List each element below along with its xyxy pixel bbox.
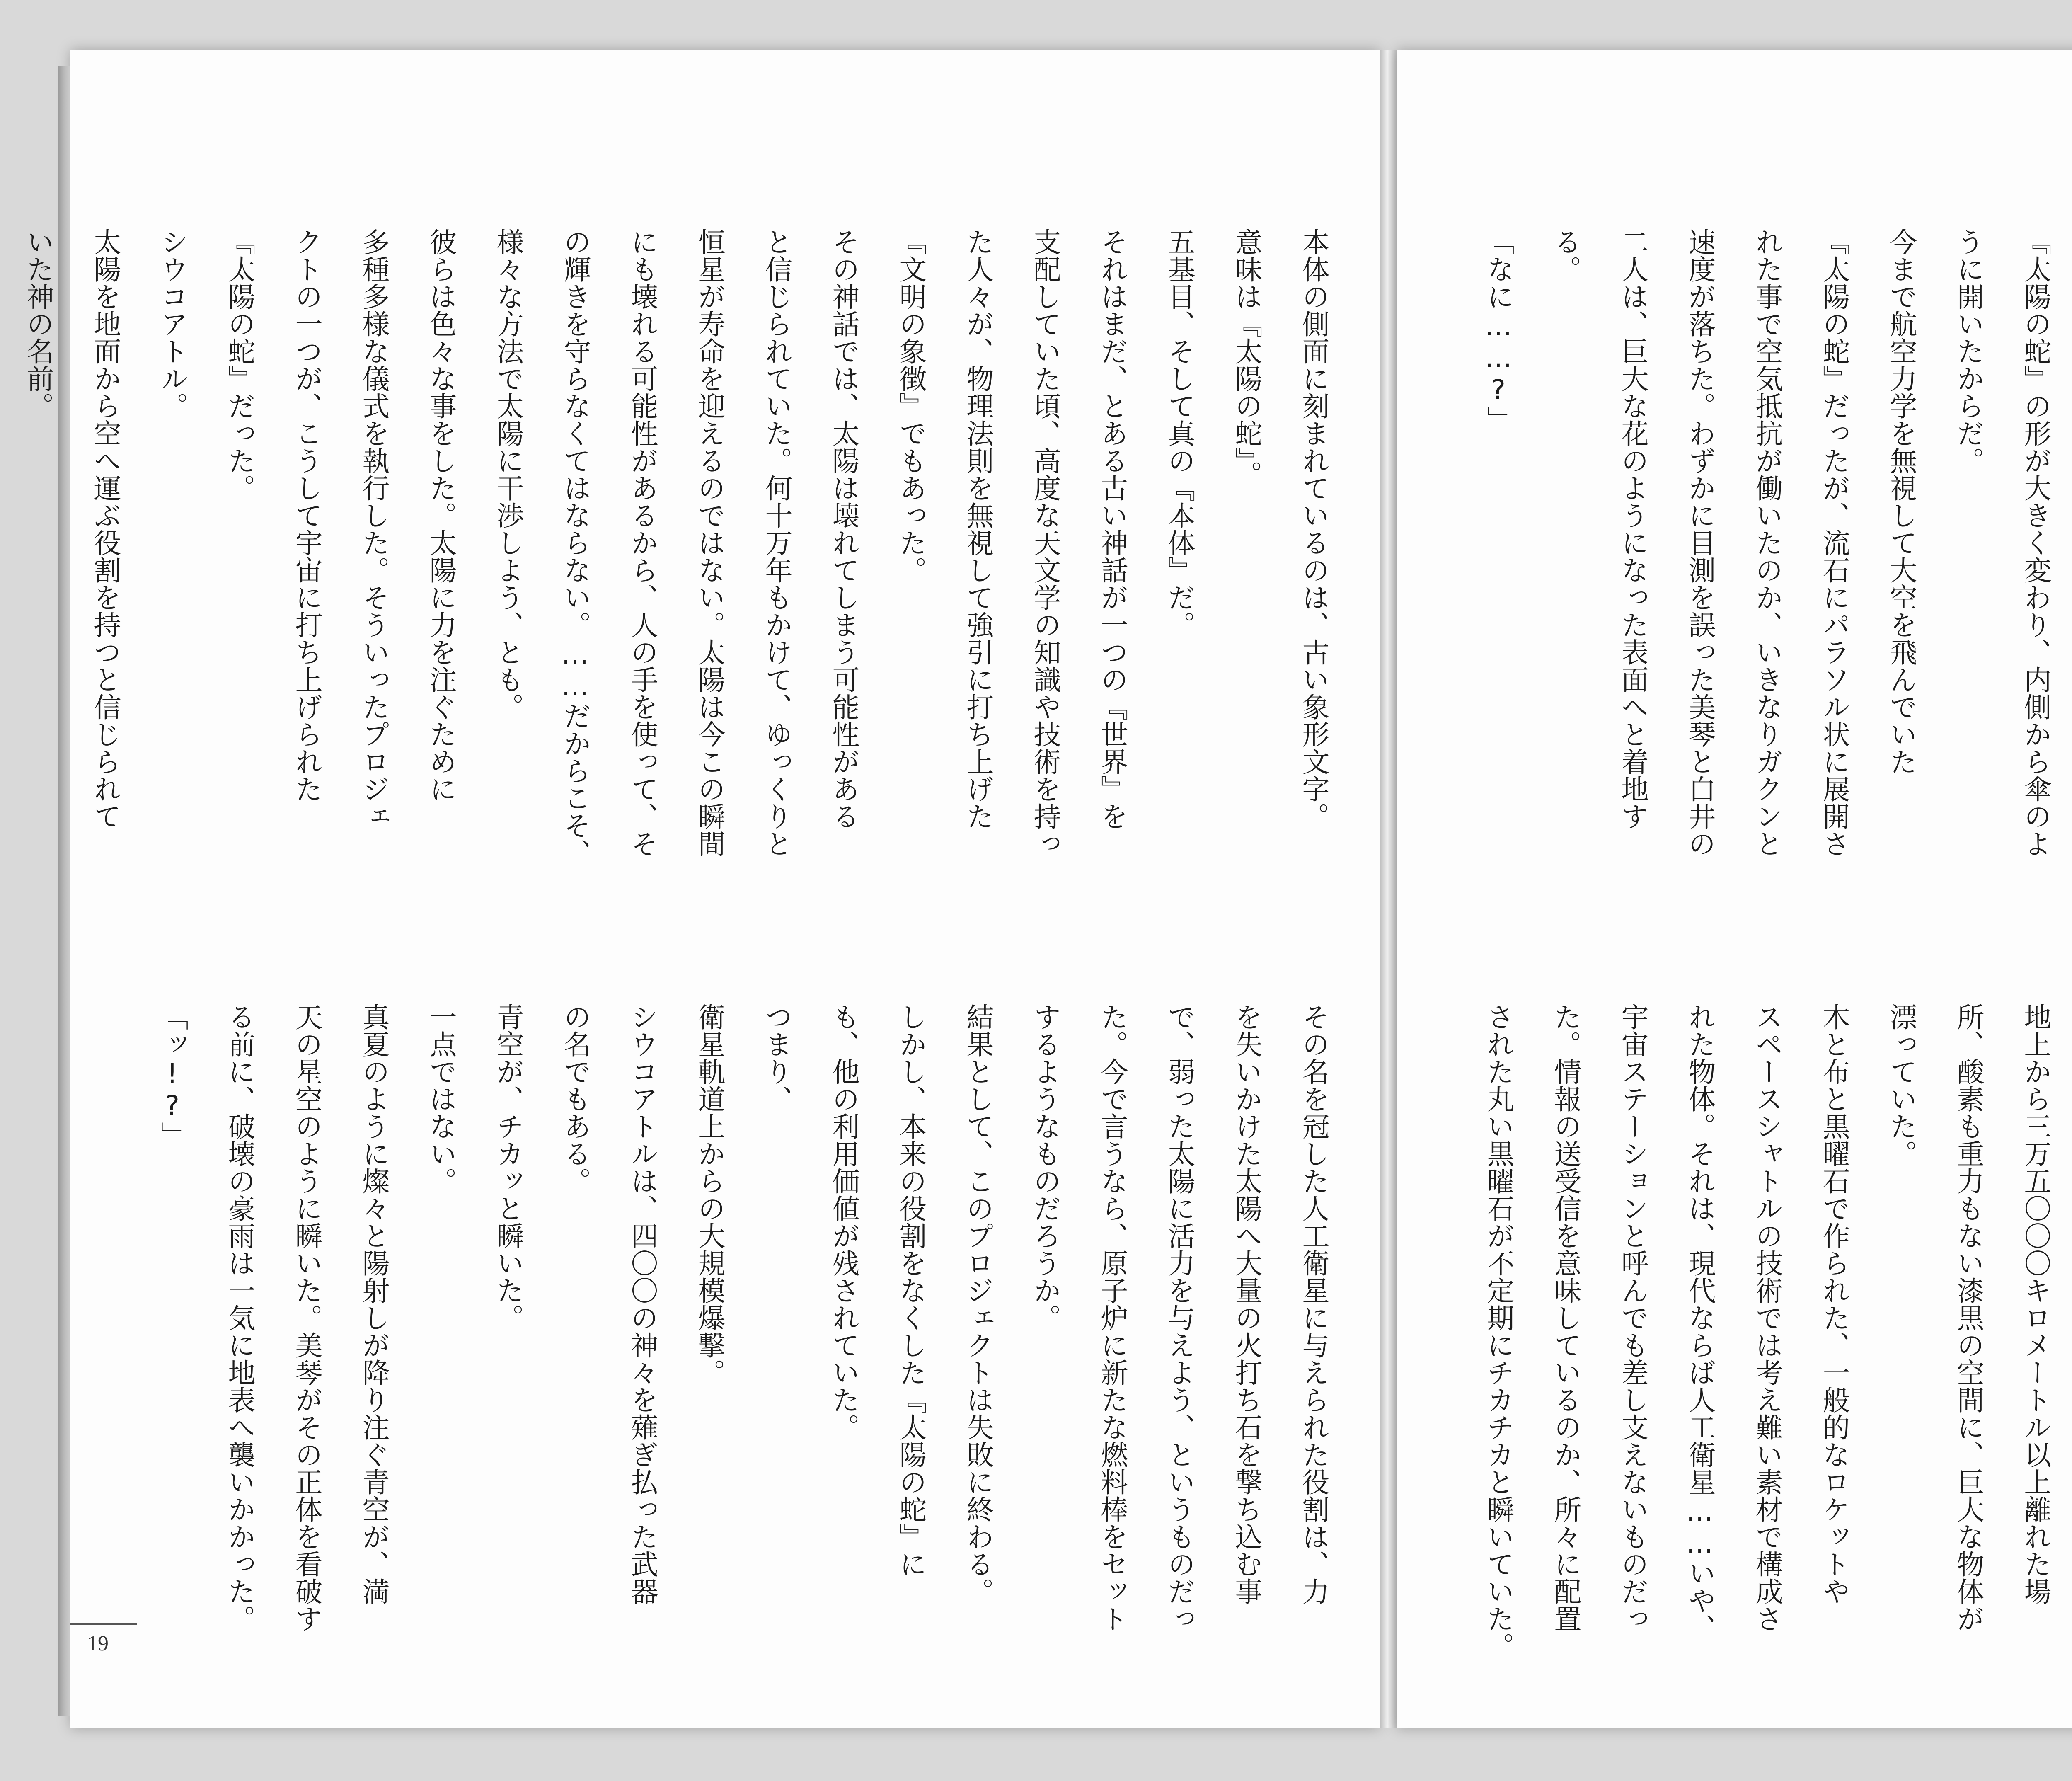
text-line: 宇宙ステーションと呼んでも差し支えないものだっ xyxy=(1617,1003,1648,1632)
left-page-top-text-block xyxy=(22,228,1347,995)
text-line: 天の星空のように瞬いた。美琴がその正体を看破す xyxy=(290,1003,322,1632)
text-line: にも壊れる可能性があるから、人の手を使って、そ xyxy=(626,228,658,857)
right-page-bottom-text-block xyxy=(1430,1003,2072,1770)
left-page xyxy=(22,50,1380,1728)
text-line: る前に、破壊の豪雨は一気に地表へ襲いかかった。 xyxy=(223,1003,255,1632)
text-line: 支配していた頃、高度な天文学の知識や技術を持っ xyxy=(1029,228,1061,857)
text-line: 『太陽の蛇』の形が大きく変わり、内側から傘のよ xyxy=(2019,228,2051,857)
text-line: 木と布と黒曜石で作られた、一般的なロケットや xyxy=(1818,1003,1850,1605)
text-line: 意味は『太陽の蛇』。 xyxy=(1230,228,1262,488)
text-line: シウコアトルは、四〇〇の神々を薙ぎ払った武器 xyxy=(626,1003,658,1605)
text-line: 結果として、このプロジェクトは失敗に終わる。 xyxy=(962,1003,994,1605)
text-line: 「ッ!?」 xyxy=(156,1003,188,1149)
text-line: 一点ではない。 xyxy=(425,1003,457,1195)
text-line: 『太陽の蛇』だったが、流石にパラソル状に展開さ xyxy=(1818,228,1850,857)
text-line: 二人は、巨大な花のようになった表面へと着地す xyxy=(1617,228,1648,830)
text-line: 「なに……?」 xyxy=(1482,228,1514,433)
text-line: 漂っていた。 xyxy=(1885,1003,1917,1167)
text-line: 本体の側面に刻まれているのは、古い象形文字。 xyxy=(1297,228,1329,830)
right-page xyxy=(1397,50,2072,1728)
text-line: スペースシャトルの技術では考え難い素材で構成さ xyxy=(1751,1003,1783,1632)
text-line: その名を冠した人工衛星に与えられた役割は、力 xyxy=(1297,1003,1329,1605)
text-line: 衛星軌道上からの大規模爆撃。 xyxy=(693,1003,725,1386)
text-line: クトの一つが、こうして宇宙に打ち上げられた xyxy=(290,228,322,802)
text-line: シウコアトル。 xyxy=(156,228,188,419)
text-line: 『文明の象徴』でもあった。 xyxy=(895,228,927,584)
text-line: 五基目、そして真の『本体』だ。 xyxy=(1163,228,1195,638)
right-page-top-text-block xyxy=(1430,228,2072,995)
text-line: いた神の名前。 xyxy=(22,228,54,419)
text-line: 地上から三万五〇〇〇キロメートル以上離れた場 xyxy=(2019,1003,2051,1605)
text-line: 様々な方法で太陽に干渉しよう、とも。 xyxy=(492,228,524,720)
text-line: しかし、本来の役割をなくした『太陽の蛇』に xyxy=(895,1003,927,1577)
left-page-footer-rule xyxy=(70,1623,137,1625)
text-line: れた物体。それは、現代ならば人工衛星……いや、 xyxy=(1684,1003,1716,1641)
text-line: の輝きを守らなくてはならない。……だからこそ、 xyxy=(559,228,591,866)
text-line: 恒星が寿命を迎えるのではない。太陽は今この瞬間 xyxy=(693,228,725,857)
text-line: 多種多様な儀式を執行した。そういったプロジェ xyxy=(358,228,390,830)
text-line: それはまだ、とある古い神話が一つの『世界』を xyxy=(1096,228,1128,830)
text-line: 速度が落ちた。わずかに目測を誤った美琴と白井の xyxy=(1684,228,1716,857)
text-line: 真夏のように燦々と陽射しが降り注ぐ青空が、満 xyxy=(358,1003,390,1605)
text-line: た人々が、物理法則を無視して強引に打ち上げた xyxy=(962,228,994,830)
text-line: 所、酸素も重力もない漆黒の空間に、巨大な物体が xyxy=(1952,1003,1984,1632)
text-line: 『太陽の蛇』だった。 xyxy=(223,228,255,502)
left-page-number: 19 xyxy=(87,1632,109,1655)
text-line xyxy=(2069,228,2072,995)
text-line: た。情報の送受信を意味しているのか、所々に配置 xyxy=(1549,1003,1581,1632)
text-line: と信じられていた。何十万年もかけて、ゆっくりと xyxy=(760,228,792,857)
text-line: つまり、 xyxy=(760,1003,792,1112)
book-spine xyxy=(1380,50,1397,1728)
text-line xyxy=(2069,1003,2072,1770)
text-line: その神話では、太陽は壊れてしまう可能性がある xyxy=(828,228,859,830)
text-line: された丸い黒曜石が不定期にチカチカと瞬いていた。 xyxy=(1482,1003,1514,1660)
text-line: 彼らは色々な事をした。太陽に力を注ぐために xyxy=(425,228,457,802)
left-page-bottom-text-block xyxy=(104,1003,1347,1770)
text-line: するようなものだろうか。 xyxy=(1029,1003,1061,1331)
text-line: る。 xyxy=(1549,228,1581,283)
text-line: 今まで航空力学を無視して大空を飛んでいた xyxy=(1885,228,1917,775)
text-line: の名でもある。 xyxy=(559,1003,591,1195)
text-line: も、他の利用価値が残されていた。 xyxy=(828,1003,859,1441)
text-line: れた事で空気抵抗が働いたのか、いきなりガクンと xyxy=(1751,228,1783,857)
text-line: た。今で言うなら、原子炉に新たな燃料棒をセット xyxy=(1096,1003,1128,1632)
text-line: うに開いたからだ。 xyxy=(1952,228,1984,474)
text-line: 太陽を地面から空へ運ぶ役割を持つと信じられて xyxy=(89,228,121,830)
text-line: で、弱った太陽に活力を与えよう、というものだっ xyxy=(1163,1003,1195,1632)
text-line: 青空が、チカッと瞬いた。 xyxy=(492,1003,524,1331)
text-line: を失いかけた太陽へ大量の火打ち石を撃ち込む事 xyxy=(1230,1003,1262,1605)
